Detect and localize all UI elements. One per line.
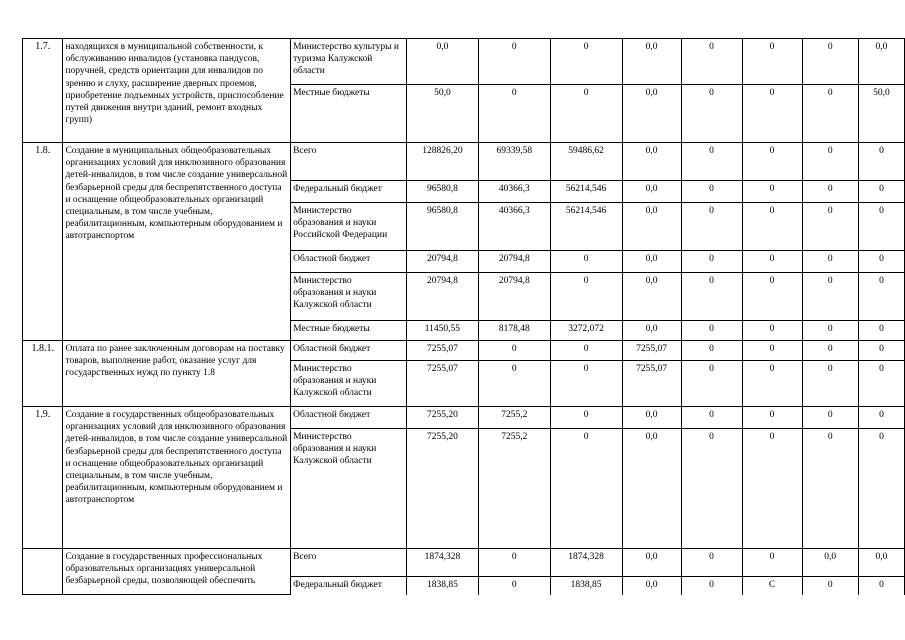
amount-cell: 0,0	[622, 273, 681, 321]
amount-cell: 7255,20	[406, 407, 478, 429]
amount-cell: 0	[742, 273, 802, 321]
amount-cell: 0	[681, 341, 742, 361]
amount-cell: 0	[742, 429, 802, 549]
amount-cell: 0	[802, 251, 858, 273]
amount-cell: 0	[681, 203, 742, 251]
amount-cell: 0	[802, 203, 858, 251]
amount-cell: 40366,3	[478, 181, 550, 203]
amount-cell: 0	[742, 321, 802, 341]
amount-cell: 0	[681, 321, 742, 341]
row-index	[23, 549, 63, 595]
amount-cell: 0	[802, 429, 858, 549]
amount-cell: 3272,072	[550, 321, 622, 341]
funding-source: Областной бюджет	[291, 341, 407, 361]
budget-table	[22, 38, 905, 595]
amount-cell: 0	[858, 577, 904, 595]
amount-cell: 1838,85	[550, 577, 622, 595]
amount-cell: 0	[478, 341, 550, 361]
amount-cell: 0,0	[622, 181, 681, 203]
amount-cell: 0,0	[622, 203, 681, 251]
measure-description: Создание в государственных профессиональных образовательных организациях универсальной безбарьерной среды, позволяющей обеспечить	[63, 549, 291, 595]
amount-cell: 0,0	[622, 85, 681, 143]
amount-cell: 0	[681, 181, 742, 203]
row-index: 1.7.	[23, 39, 63, 143]
amount-cell: 0	[742, 39, 802, 85]
amount-cell: 8178,48	[478, 321, 550, 341]
amount-cell: 0,0	[622, 549, 681, 577]
amount-cell: 0	[802, 273, 858, 321]
amount-cell: 0	[742, 181, 802, 203]
amount-cell: 0,0	[622, 429, 681, 549]
amount-cell: 1874,328	[406, 549, 478, 577]
row-index: 1.9.	[23, 407, 63, 549]
amount-cell: 0	[858, 181, 904, 203]
amount-cell: 0	[478, 85, 550, 143]
amount-cell: 20794,8	[406, 251, 478, 273]
amount-cell: 0,0	[858, 39, 904, 85]
table-row	[23, 143, 905, 181]
amount-cell: 0	[742, 85, 802, 143]
amount-cell: 0	[742, 549, 802, 577]
amount-cell: 0	[802, 407, 858, 429]
funding-source: Министерство образования и науки Российской Федерации	[291, 203, 407, 251]
amount-cell: 0	[550, 39, 622, 85]
amount-cell: 0	[681, 549, 742, 577]
amount-cell: 0	[681, 85, 742, 143]
amount-cell: 0	[858, 321, 904, 341]
amount-cell: 0	[802, 321, 858, 341]
amount-cell: 0	[550, 429, 622, 549]
table-row	[23, 341, 905, 361]
funding-source: Федеральный бюджет	[291, 577, 407, 595]
amount-cell: С	[742, 577, 802, 595]
amount-cell: 0	[802, 39, 858, 85]
amount-cell: 0	[802, 85, 858, 143]
row-index: 1.8.1.	[23, 341, 63, 407]
amount-cell: 0	[478, 39, 550, 85]
amount-cell: 0	[802, 361, 858, 407]
amount-cell: 0	[550, 273, 622, 321]
funding-source: Всего	[291, 549, 407, 577]
amount-cell: 0	[802, 143, 858, 181]
measure-description: находящихся в муниципальной собственности, к обслуживанию инвалидов (установка пандусов, поручней, средств ориентации для инвалидов по зрению и слуху, расширение дверных проемов, приобретение подъемных устройств, приспособление путей движения внутри зданий, ремонт входных групп)	[63, 39, 291, 143]
amount-cell: 40366,3	[478, 203, 550, 251]
amount-cell: 0	[681, 361, 742, 407]
amount-cell: 1874,328	[550, 549, 622, 577]
amount-cell: 0	[742, 203, 802, 251]
amount-cell: 11450,55	[406, 321, 478, 341]
amount-cell: 0,0	[622, 143, 681, 181]
amount-cell: 0	[550, 407, 622, 429]
amount-cell: 0	[742, 251, 802, 273]
amount-cell: 0	[742, 341, 802, 361]
amount-cell: 20794,8	[478, 251, 550, 273]
amount-cell: 0	[742, 361, 802, 407]
amount-cell: 1838,85	[406, 577, 478, 595]
amount-cell: 0	[681, 273, 742, 321]
amount-cell: 0	[802, 181, 858, 203]
amount-cell: 0,0	[622, 577, 681, 595]
amount-cell: 0	[550, 85, 622, 143]
amount-cell: 0,0	[622, 39, 681, 85]
amount-cell: 0,0	[622, 321, 681, 341]
amount-cell: 0,0	[858, 549, 904, 577]
amount-cell: 0	[681, 429, 742, 549]
amount-cell: 69339,58	[478, 143, 550, 181]
funding-source: Всего	[291, 143, 407, 181]
amount-cell: 7255,2	[478, 429, 550, 549]
amount-cell: 96580,8	[406, 181, 478, 203]
amount-cell: 0,0	[406, 39, 478, 85]
amount-cell: 0,0	[622, 407, 681, 429]
amount-cell: 0	[478, 549, 550, 577]
amount-cell: 56214,546	[550, 203, 622, 251]
amount-cell: 7255,20	[406, 429, 478, 549]
amount-cell: 56214,546	[550, 181, 622, 203]
amount-cell: 0	[681, 407, 742, 429]
amount-cell: 0	[858, 429, 904, 549]
amount-cell: 0	[550, 341, 622, 361]
table-row	[23, 549, 905, 577]
amount-cell: 0	[802, 341, 858, 361]
amount-cell: 0	[478, 361, 550, 407]
amount-cell: 96580,8	[406, 203, 478, 251]
funding-source: Министерство образования и науки Калужской области	[291, 273, 407, 321]
amount-cell: 0	[858, 341, 904, 361]
amount-cell: 0	[858, 407, 904, 429]
amount-cell: 20794,8	[406, 273, 478, 321]
amount-cell: 50,0	[406, 85, 478, 143]
amount-cell: 7255,2	[478, 407, 550, 429]
amount-cell: 59486,62	[550, 143, 622, 181]
table-row	[23, 407, 905, 429]
amount-cell: 0	[858, 143, 904, 181]
funding-source: Министерство культуры и туризма Калужской области	[291, 39, 407, 85]
funding-source: Областной бюджет	[291, 407, 407, 429]
measure-description: Оплата по ранее заключенным договорам на поставку товаров, выполнение работ, оказание услуг для государственных нужд по пункту 1.8	[63, 341, 291, 407]
amount-cell: 0	[858, 273, 904, 321]
amount-cell: 0	[478, 577, 550, 595]
amount-cell: 0	[802, 577, 858, 595]
amount-cell: 128826,20	[406, 143, 478, 181]
amount-cell: 7255,07	[406, 341, 478, 361]
amount-cell: 0	[858, 361, 904, 407]
amount-cell: 0,0	[802, 549, 858, 577]
funding-source: Федеральный бюджет	[291, 181, 407, 203]
amount-cell: 0,0	[622, 251, 681, 273]
funding-source: Местные бюджеты	[291, 321, 407, 341]
amount-cell: 50,0	[858, 85, 904, 143]
amount-cell: 0	[742, 143, 802, 181]
funding-source: Местные бюджеты	[291, 85, 407, 143]
amount-cell: 0	[550, 251, 622, 273]
row-index: 1.8.	[23, 143, 63, 341]
measure-description: Создание в муниципальных общеобразовательных организациях условий для инклюзивного образования детей-инвалидов, в том числе создание универсальной безбарьерной среды для беспрепятственного доступа и оснащение общеобразовательных организаций специальным, в том числе учебным, реабилитационным, компьютерным оборудованием и автотранспортом	[63, 143, 291, 341]
amount-cell: 20794,8	[478, 273, 550, 321]
funding-source: Областной бюджет	[291, 251, 407, 273]
amount-cell: 0	[681, 143, 742, 181]
funding-source: Министерство образования и науки Калужской области	[291, 429, 407, 549]
amount-cell: 0	[742, 407, 802, 429]
table-row	[23, 39, 905, 85]
amount-cell: 0	[681, 577, 742, 595]
amount-cell: 7255,07	[622, 341, 681, 361]
amount-cell: 0	[858, 251, 904, 273]
amount-cell: 7255,07	[406, 361, 478, 407]
measure-description: Создание в государственных общеобразовательных организациях условий для инклюзивного образования детей-инвалидов, в том числе создание универсальной безбарьерной среды для беспрепятственного доступа и оснащение общеобразовательных организаций специальным, в том числе учебным, реабилитационным, компьютерным оборудованием и автотранспортом	[63, 407, 291, 549]
amount-cell: 0	[681, 39, 742, 85]
amount-cell: 7255,07	[622, 361, 681, 407]
funding-source: Министерство образования и науки Калужской области	[291, 361, 407, 407]
amount-cell: 0	[550, 361, 622, 407]
amount-cell: 0	[681, 251, 742, 273]
amount-cell: 0	[858, 203, 904, 251]
